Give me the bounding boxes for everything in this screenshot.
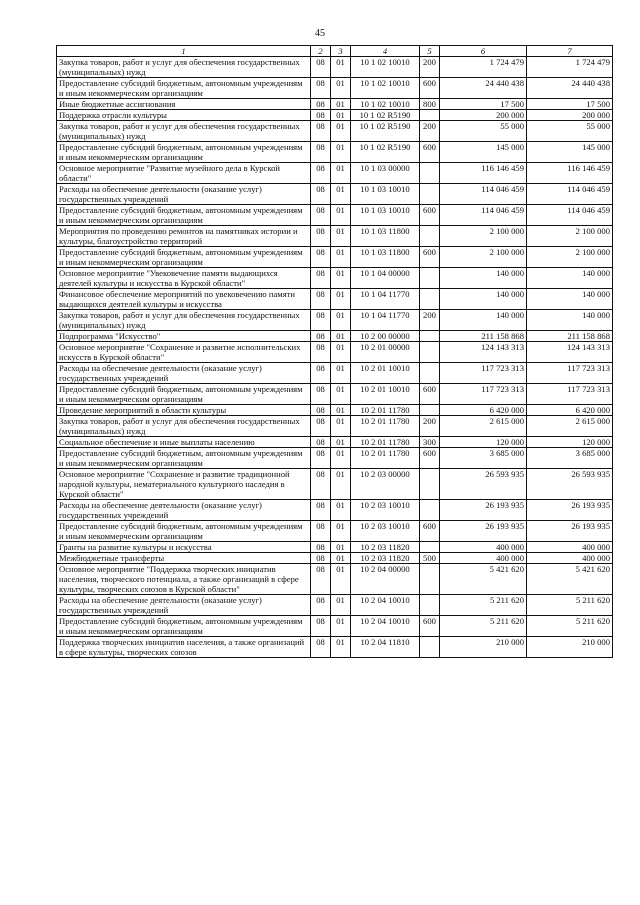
table-row — [57, 448, 613, 469]
row-subsection: 01 — [331, 57, 351, 78]
row-target-item: 10 1 03 10010 — [351, 184, 420, 205]
row-subsection: 01 — [331, 616, 351, 637]
table-row — [57, 521, 613, 542]
row-section: 08 — [311, 163, 331, 184]
page-number: 45 — [315, 28, 325, 39]
row-expense-type — [420, 405, 440, 416]
row-expense-type: 600 — [420, 247, 440, 268]
row-target-item: 10 2 00 00000 — [351, 331, 420, 342]
row-target-item: 10 1 03 00000 — [351, 163, 420, 184]
row-name: Предоставление субсидий бюджетным, автономным учреждениям и иным некоммерческим организациям — [57, 448, 311, 469]
row-section: 08 — [311, 57, 331, 78]
row-expense-type — [420, 184, 440, 205]
row-amount-col7: 3 685 000 — [527, 448, 613, 469]
row-section: 08 — [311, 384, 331, 405]
row-amount-col6: 2 100 000 — [440, 247, 527, 268]
row-subsection: 01 — [331, 142, 351, 163]
row-section: 08 — [311, 363, 331, 384]
row-name: Закупка товаров, работ и услуг для обеспечения государственных (муниципальных) нужд — [57, 57, 311, 78]
row-expense-type: 500 — [420, 553, 440, 564]
row-name: Поддержка отрасли культуры — [57, 110, 311, 121]
row-target-item: 10 2 01 11780 — [351, 437, 420, 448]
row-expense-type — [420, 637, 440, 658]
row-target-item: 10 1 03 11800 — [351, 247, 420, 268]
row-expense-type — [420, 469, 440, 500]
row-expense-type — [420, 268, 440, 289]
table-row — [57, 469, 613, 500]
table-row — [57, 226, 613, 247]
row-section: 08 — [311, 595, 331, 616]
row-amount-col6: 26 193 935 — [440, 521, 527, 542]
row-amount-col7: 5 211 620 — [527, 616, 613, 637]
row-amount-col7: 200 000 — [527, 110, 613, 121]
row-name: Закупка товаров, работ и услуг для обеспечения государственных (муниципальных) нужд — [57, 310, 311, 331]
table-row — [57, 310, 613, 331]
row-amount-col7: 2 100 000 — [527, 226, 613, 247]
row-amount-col7: 140 000 — [527, 268, 613, 289]
row-amount-col7: 117 723 313 — [527, 384, 613, 405]
row-amount-col6: 114 046 459 — [440, 184, 527, 205]
row-amount-col7: 5 421 620 — [527, 564, 613, 595]
row-target-item: 10 2 01 00000 — [351, 342, 420, 363]
table-row — [57, 247, 613, 268]
table-row — [57, 564, 613, 595]
row-amount-col7: 24 440 438 — [527, 78, 613, 99]
row-amount-col6: 140 000 — [440, 289, 527, 310]
row-amount-col7: 117 723 313 — [527, 363, 613, 384]
row-section: 08 — [311, 500, 331, 521]
row-target-item: 10 2 04 10010 — [351, 616, 420, 637]
row-name: Основное мероприятие "Поддержка творческих инициатив населения, творческого потенциала, а также организаций в сфере культуры, творческих союзов в Курской области" — [57, 564, 311, 595]
row-amount-col7: 6 420 000 — [527, 405, 613, 416]
row-name: Иные бюджетные ассигнования — [57, 99, 311, 110]
row-amount-col6: 26 593 935 — [440, 469, 527, 500]
table-row — [57, 542, 613, 553]
row-subsection: 01 — [331, 247, 351, 268]
row-section: 08 — [311, 142, 331, 163]
row-subsection: 01 — [331, 289, 351, 310]
table-row — [57, 500, 613, 521]
row-subsection: 01 — [331, 331, 351, 342]
row-amount-col7: 140 000 — [527, 289, 613, 310]
row-expense-type — [420, 289, 440, 310]
row-name: Расходы на обеспечение деятельности (оказание услуг) государственных учреждений — [57, 184, 311, 205]
row-section: 08 — [311, 637, 331, 658]
row-name: Финансовое обеспечение мероприятий по увековечению памяти выдающихся деятелей культуры и искусства — [57, 289, 311, 310]
header-col-5: 5 — [420, 46, 440, 57]
row-amount-col7: 26 193 935 — [527, 521, 613, 542]
row-target-item: 10 2 03 10010 — [351, 500, 420, 521]
row-expense-type: 600 — [420, 616, 440, 637]
row-target-item: 10 2 03 11820 — [351, 553, 420, 564]
row-section: 08 — [311, 184, 331, 205]
row-section: 08 — [311, 331, 331, 342]
row-amount-col7: 400 000 — [527, 553, 613, 564]
row-expense-type: 600 — [420, 205, 440, 226]
row-subsection: 01 — [331, 405, 351, 416]
row-amount-col7: 400 000 — [527, 542, 613, 553]
row-amount-col6: 114 046 459 — [440, 205, 527, 226]
row-name: Подпрограмма "Искусство" — [57, 331, 311, 342]
row-expense-type — [420, 226, 440, 247]
row-section: 08 — [311, 268, 331, 289]
row-subsection: 01 — [331, 342, 351, 363]
row-section: 08 — [311, 521, 331, 542]
row-name: Поддержка творческих инициатив населения, а также организаций в сфере культуры, творческих союзов — [57, 637, 311, 658]
row-amount-col7: 116 146 459 — [527, 163, 613, 184]
table-body — [57, 57, 613, 658]
row-section: 08 — [311, 542, 331, 553]
row-expense-type: 800 — [420, 99, 440, 110]
row-amount-col7: 5 211 620 — [527, 595, 613, 616]
row-name: Предоставление субсидий бюджетным, автономным учреждениям и иным некоммерческим организациям — [57, 384, 311, 405]
row-subsection: 01 — [331, 110, 351, 121]
row-subsection: 01 — [331, 226, 351, 247]
row-amount-col6: 5 421 620 — [440, 564, 527, 595]
row-target-item: 10 1 02 R5190 — [351, 142, 420, 163]
row-target-item: 10 1 02 10010 — [351, 78, 420, 99]
row-amount-col7: 140 000 — [527, 310, 613, 331]
row-amount-col7: 124 143 313 — [527, 342, 613, 363]
row-amount-col6: 140 000 — [440, 310, 527, 331]
row-expense-type: 300 — [420, 437, 440, 448]
row-expense-type: 200 — [420, 121, 440, 142]
row-name: Основное мероприятие "Развитие музейного дела в Курской области" — [57, 163, 311, 184]
table-row — [57, 99, 613, 110]
row-amount-col7: 26 193 935 — [527, 500, 613, 521]
row-amount-col6: 24 440 438 — [440, 78, 527, 99]
row-subsection: 01 — [331, 637, 351, 658]
row-section: 08 — [311, 405, 331, 416]
table-row — [57, 142, 613, 163]
row-target-item: 10 2 04 11810 — [351, 637, 420, 658]
row-target-item: 10 2 01 11780 — [351, 405, 420, 416]
row-target-item: 10 2 03 11820 — [351, 542, 420, 553]
row-target-item: 10 1 03 11800 — [351, 226, 420, 247]
row-target-item: 10 1 04 11770 — [351, 289, 420, 310]
table-row — [57, 121, 613, 142]
row-amount-col7: 114 046 459 — [527, 184, 613, 205]
table-row — [57, 363, 613, 384]
row-amount-col6: 117 723 313 — [440, 384, 527, 405]
row-section: 08 — [311, 416, 331, 437]
row-target-item: 10 2 01 11780 — [351, 448, 420, 469]
row-name: Расходы на обеспечение деятельности (оказание услуг) государственных учреждений — [57, 363, 311, 384]
row-subsection: 01 — [331, 99, 351, 110]
row-name: Предоставление субсидий бюджетным, автономным учреждениям и иным некоммерческим организациям — [57, 78, 311, 99]
row-amount-col7: 2 100 000 — [527, 247, 613, 268]
table-row — [57, 184, 613, 205]
row-section: 08 — [311, 205, 331, 226]
row-subsection: 01 — [331, 363, 351, 384]
row-section: 08 — [311, 99, 331, 110]
table-row — [57, 437, 613, 448]
row-amount-col6: 200 000 — [440, 110, 527, 121]
row-amount-col7: 1 724 479 — [527, 57, 613, 78]
row-name: Закупка товаров, работ и услуг для обеспечения государственных (муниципальных) нужд — [57, 416, 311, 437]
table-row — [57, 553, 613, 564]
row-amount-col7: 26 593 935 — [527, 469, 613, 500]
row-amount-col6: 5 211 620 — [440, 595, 527, 616]
row-amount-col7: 17 500 — [527, 99, 613, 110]
row-subsection: 01 — [331, 310, 351, 331]
row-amount-col7: 210 000 — [527, 637, 613, 658]
row-amount-col7: 2 615 000 — [527, 416, 613, 437]
table-row — [57, 57, 613, 78]
row-target-item: 10 2 01 11780 — [351, 416, 420, 437]
row-amount-col6: 2 615 000 — [440, 416, 527, 437]
row-name: Мероприятия по проведению ремонтов на памятниках истории и культуры, благоустройство территорий — [57, 226, 311, 247]
row-name: Предоставление субсидий бюджетным, автономным учреждениям и иным некоммерческим организациям — [57, 205, 311, 226]
table-header-row — [57, 46, 613, 57]
row-expense-type: 200 — [420, 57, 440, 78]
row-section: 08 — [311, 616, 331, 637]
row-amount-col6: 140 000 — [440, 268, 527, 289]
row-target-item: 10 2 03 00000 — [351, 469, 420, 500]
row-target-item: 10 1 02 10010 — [351, 99, 420, 110]
row-name: Межбюджетные трансферты — [57, 553, 311, 564]
row-name: Расходы на обеспечение деятельности (оказание услуг) государственных учреждений — [57, 595, 311, 616]
row-target-item: 10 2 04 10010 — [351, 595, 420, 616]
row-amount-col6: 1 724 479 — [440, 57, 527, 78]
row-section: 08 — [311, 437, 331, 448]
row-target-item: 10 1 03 10010 — [351, 205, 420, 226]
row-amount-col7: 120 000 — [527, 437, 613, 448]
table-row — [57, 163, 613, 184]
row-expense-type — [420, 500, 440, 521]
row-target-item: 10 2 04 00000 — [351, 564, 420, 595]
row-subsection: 01 — [331, 78, 351, 99]
row-name: Основное мероприятие "Сохранение и развитие традиционной народной культуры, нематериального культурного наследия в Курской области" — [57, 469, 311, 500]
row-subsection: 01 — [331, 469, 351, 500]
row-name: Закупка товаров, работ и услуг для обеспечения государственных (муниципальных) нужд — [57, 121, 311, 142]
row-amount-col6: 210 000 — [440, 637, 527, 658]
row-subsection: 01 — [331, 384, 351, 405]
table-row — [57, 616, 613, 637]
row-name: Социальное обеспечение и иные выплаты населению — [57, 437, 311, 448]
row-section: 08 — [311, 310, 331, 331]
row-section: 08 — [311, 448, 331, 469]
header-col-6: 6 — [440, 46, 527, 57]
row-subsection: 01 — [331, 205, 351, 226]
row-subsection: 01 — [331, 416, 351, 437]
row-subsection: 01 — [331, 184, 351, 205]
row-section: 08 — [311, 78, 331, 99]
row-subsection: 01 — [331, 437, 351, 448]
table-row — [57, 205, 613, 226]
row-amount-col6: 6 420 000 — [440, 405, 527, 416]
row-amount-col6: 3 685 000 — [440, 448, 527, 469]
row-name: Основное мероприятие "Увековечение памяти выдающихся деятелей культуры и искусства в Курской области" — [57, 268, 311, 289]
row-expense-type — [420, 564, 440, 595]
row-amount-col6: 120 000 — [440, 437, 527, 448]
row-target-item: 10 1 04 11770 — [351, 310, 420, 331]
row-expense-type: 200 — [420, 310, 440, 331]
row-target-item: 10 1 02 R5190 — [351, 121, 420, 142]
row-name: Гранты на развитие культуры и искусства — [57, 542, 311, 553]
row-subsection: 01 — [331, 500, 351, 521]
row-subsection: 01 — [331, 268, 351, 289]
row-section: 08 — [311, 342, 331, 363]
row-name: Проведение мероприятий в области культуры — [57, 405, 311, 416]
row-expense-type: 600 — [420, 521, 440, 542]
row-subsection: 01 — [331, 595, 351, 616]
row-expense-type: 600 — [420, 384, 440, 405]
row-expense-type — [420, 163, 440, 184]
table-row — [57, 331, 613, 342]
row-amount-col7: 114 046 459 — [527, 205, 613, 226]
table-row — [57, 595, 613, 616]
row-target-item: 10 1 04 00000 — [351, 268, 420, 289]
row-name: Предоставление субсидий бюджетным, автономным учреждениям и иным некоммерческим организациям — [57, 142, 311, 163]
table-row — [57, 342, 613, 363]
row-amount-col6: 17 500 — [440, 99, 527, 110]
row-subsection: 01 — [331, 564, 351, 595]
row-expense-type: 600 — [420, 448, 440, 469]
header-col-4: 4 — [351, 46, 420, 57]
row-target-item: 10 2 01 10010 — [351, 363, 420, 384]
row-section: 08 — [311, 226, 331, 247]
row-subsection: 01 — [331, 553, 351, 564]
row-subsection: 01 — [331, 448, 351, 469]
row-amount-col6: 117 723 313 — [440, 363, 527, 384]
row-expense-type: 200 — [420, 416, 440, 437]
row-target-item: 10 1 02 R5190 — [351, 110, 420, 121]
row-section: 08 — [311, 553, 331, 564]
row-amount-col6: 26 193 935 — [440, 500, 527, 521]
row-name: Основное мероприятие "Сохранение и развитие исполнительских искусств в Курской области" — [57, 342, 311, 363]
row-amount-col6: 400 000 — [440, 542, 527, 553]
row-section: 08 — [311, 564, 331, 595]
table-row — [57, 110, 613, 121]
row-expense-type — [420, 595, 440, 616]
table-row — [57, 289, 613, 310]
row-target-item: 10 2 03 10010 — [351, 521, 420, 542]
row-amount-col7: 55 000 — [527, 121, 613, 142]
header-col-1: 1 — [57, 46, 311, 57]
row-amount-col6: 211 158 868 — [440, 331, 527, 342]
table-row — [57, 268, 613, 289]
row-amount-col6: 124 143 313 — [440, 342, 527, 363]
row-name: Предоставление субсидий бюджетным, автономным учреждениям и иным некоммерческим организациям — [57, 521, 311, 542]
row-target-item: 10 2 01 10010 — [351, 384, 420, 405]
table-row — [57, 416, 613, 437]
header-col-2: 2 — [311, 46, 331, 57]
row-name: Предоставление субсидий бюджетным, автономным учреждениям и иным некоммерческим организациям — [57, 247, 311, 268]
row-section: 08 — [311, 469, 331, 500]
row-expense-type — [420, 363, 440, 384]
row-name: Предоставление субсидий бюджетным, автономным учреждениям и иным некоммерческим организациям — [57, 616, 311, 637]
row-amount-col6: 400 000 — [440, 553, 527, 564]
row-target-item: 10 1 02 10010 — [351, 57, 420, 78]
row-expense-type — [420, 110, 440, 121]
row-section: 08 — [311, 247, 331, 268]
row-name: Расходы на обеспечение деятельности (оказание услуг) государственных учреждений — [57, 500, 311, 521]
row-subsection: 01 — [331, 521, 351, 542]
row-section: 08 — [311, 110, 331, 121]
row-expense-type — [420, 542, 440, 553]
row-amount-col6: 5 211 620 — [440, 616, 527, 637]
row-amount-col6: 2 100 000 — [440, 226, 527, 247]
row-amount-col6: 55 000 — [440, 121, 527, 142]
table-row — [57, 405, 613, 416]
row-subsection: 01 — [331, 163, 351, 184]
row-subsection: 01 — [331, 121, 351, 142]
table-row — [57, 78, 613, 99]
row-expense-type: 600 — [420, 78, 440, 99]
row-amount-col7: 211 158 868 — [527, 331, 613, 342]
header-col-7: 7 — [527, 46, 613, 57]
row-section: 08 — [311, 121, 331, 142]
row-expense-type: 600 — [420, 142, 440, 163]
row-amount-col7: 145 000 — [527, 142, 613, 163]
row-section: 08 — [311, 289, 331, 310]
row-subsection: 01 — [331, 542, 351, 553]
row-amount-col6: 116 146 459 — [440, 163, 527, 184]
table-row — [57, 384, 613, 405]
budget-table — [56, 45, 613, 658]
header-col-3: 3 — [331, 46, 351, 57]
row-expense-type — [420, 331, 440, 342]
row-amount-col6: 145 000 — [440, 142, 527, 163]
table-row — [57, 637, 613, 658]
row-expense-type — [420, 342, 440, 363]
